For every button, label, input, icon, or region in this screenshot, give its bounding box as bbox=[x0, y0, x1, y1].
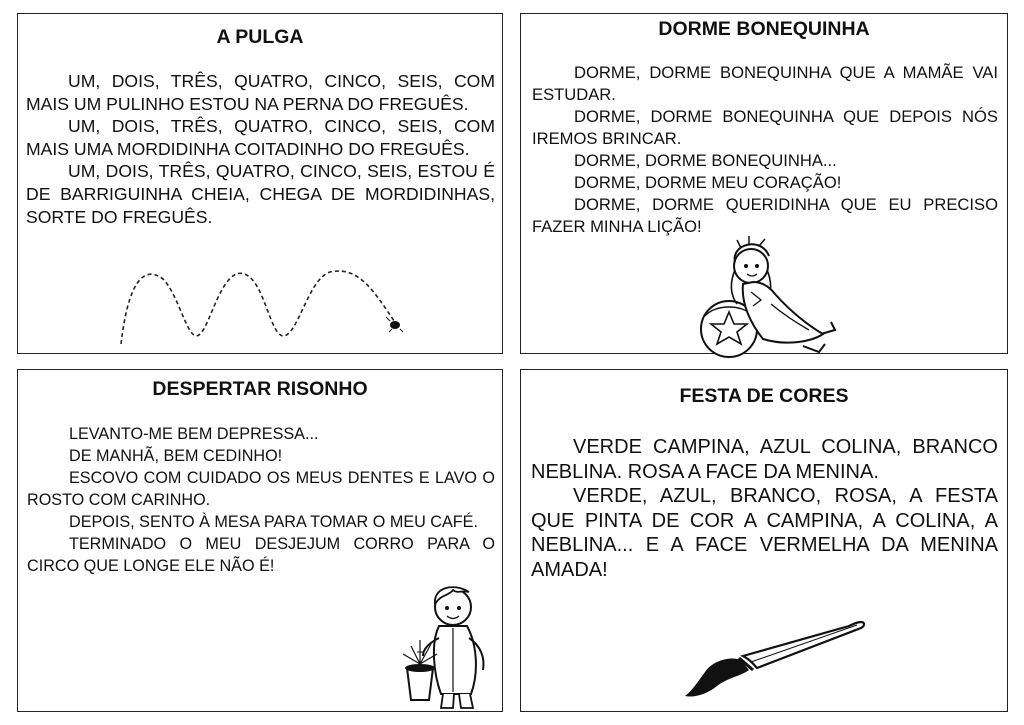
stanza: DORME, DORME MEU CORAÇÃO! bbox=[574, 173, 842, 192]
poem-card-despertar-risonho bbox=[17, 369, 503, 712]
poem-card-a-pulga bbox=[17, 13, 503, 354]
poem-title: A PULGA bbox=[216, 26, 304, 48]
stanza: ESCOVO COM CUIDADO OS MEUS DENTES E LAVO O ROSTO COM CARINHO. bbox=[27, 469, 495, 509]
poem-card-festa-de-cores bbox=[520, 369, 1008, 712]
poem-title: DESPERTAR RISONHO bbox=[152, 378, 368, 400]
poem-card-dorme-bonequinha bbox=[520, 13, 1008, 354]
boy-magician-icon bbox=[393, 582, 503, 712]
stanza: DORME, DORME BONEQUINHA QUE DEPOIS NÓS IREMOS BRINCAR. bbox=[532, 107, 998, 148]
stanza: UM, DOIS, TRÊS, QUATRO, CINCO, SEIS, COM MAIS UM PULINHO ESTOU NA PERNA DO FREGUÊS. bbox=[26, 71, 495, 114]
stanza: UM, DOIS, TRÊS, QUATRO, CINCO, SEIS, COM MAIS UMA MORDIDINHA COITADINHO DO FREGUÊS. bbox=[26, 116, 495, 159]
paintbrush-icon bbox=[681, 620, 871, 700]
poem-body bbox=[27, 423, 495, 577]
stanza: UM, DOIS, TRÊS, QUATRO, CINCO, SEIS, ESTOU É DE BARRIGUINHA CHEIA, CHEGA DE MORDIDINHAS, SORTE DO FREGUÊS. bbox=[26, 161, 495, 227]
poem-title: FESTA DE CORES bbox=[679, 385, 849, 407]
stanza: VERDE, AZUL, BRANCO, ROSA, A FESTA QUE PINTA DE COR A CAMPINA, A COLINA, A NEBLINA... E A FACE VERMELHA DA MENINA AMADA! bbox=[531, 485, 998, 581]
stanza: TERMINADO O MEU DESJEJUM CORRO PARA O CIRCO QUE LONGE ELE NÃO É! bbox=[27, 535, 495, 575]
poem-title: DORME BONEQUINHA bbox=[658, 18, 870, 40]
poem-body bbox=[531, 435, 998, 582]
stanza: DORME, DORME BONEQUINHA... bbox=[574, 151, 837, 170]
stanza: DORME, DORME BONEQUINHA QUE A MAMÃE VAI ESTUDAR. bbox=[532, 63, 998, 104]
stanza: DE MANHÃ, BEM CEDINHO! bbox=[69, 447, 283, 465]
stanza: DORME, DORME QUERIDINHA QUE EU PRECISO FAZER MINHA LIÇÃO! bbox=[532, 195, 998, 236]
poem-body bbox=[532, 62, 998, 238]
stanza: DEPOIS, SENTO À MESA PARA TOMAR O MEU CAFÉ. bbox=[69, 513, 478, 531]
flea-jump-trail-icon bbox=[18, 14, 504, 355]
doll-with-ball-icon bbox=[691, 234, 841, 354]
stanza: VERDE CAMPINA, AZUL COLINA, BRANCO NEBLINA. ROSA A FACE DA MENINA. bbox=[531, 436, 998, 483]
stanza: LEVANTO-ME BEM DEPRESSA... bbox=[69, 425, 319, 443]
